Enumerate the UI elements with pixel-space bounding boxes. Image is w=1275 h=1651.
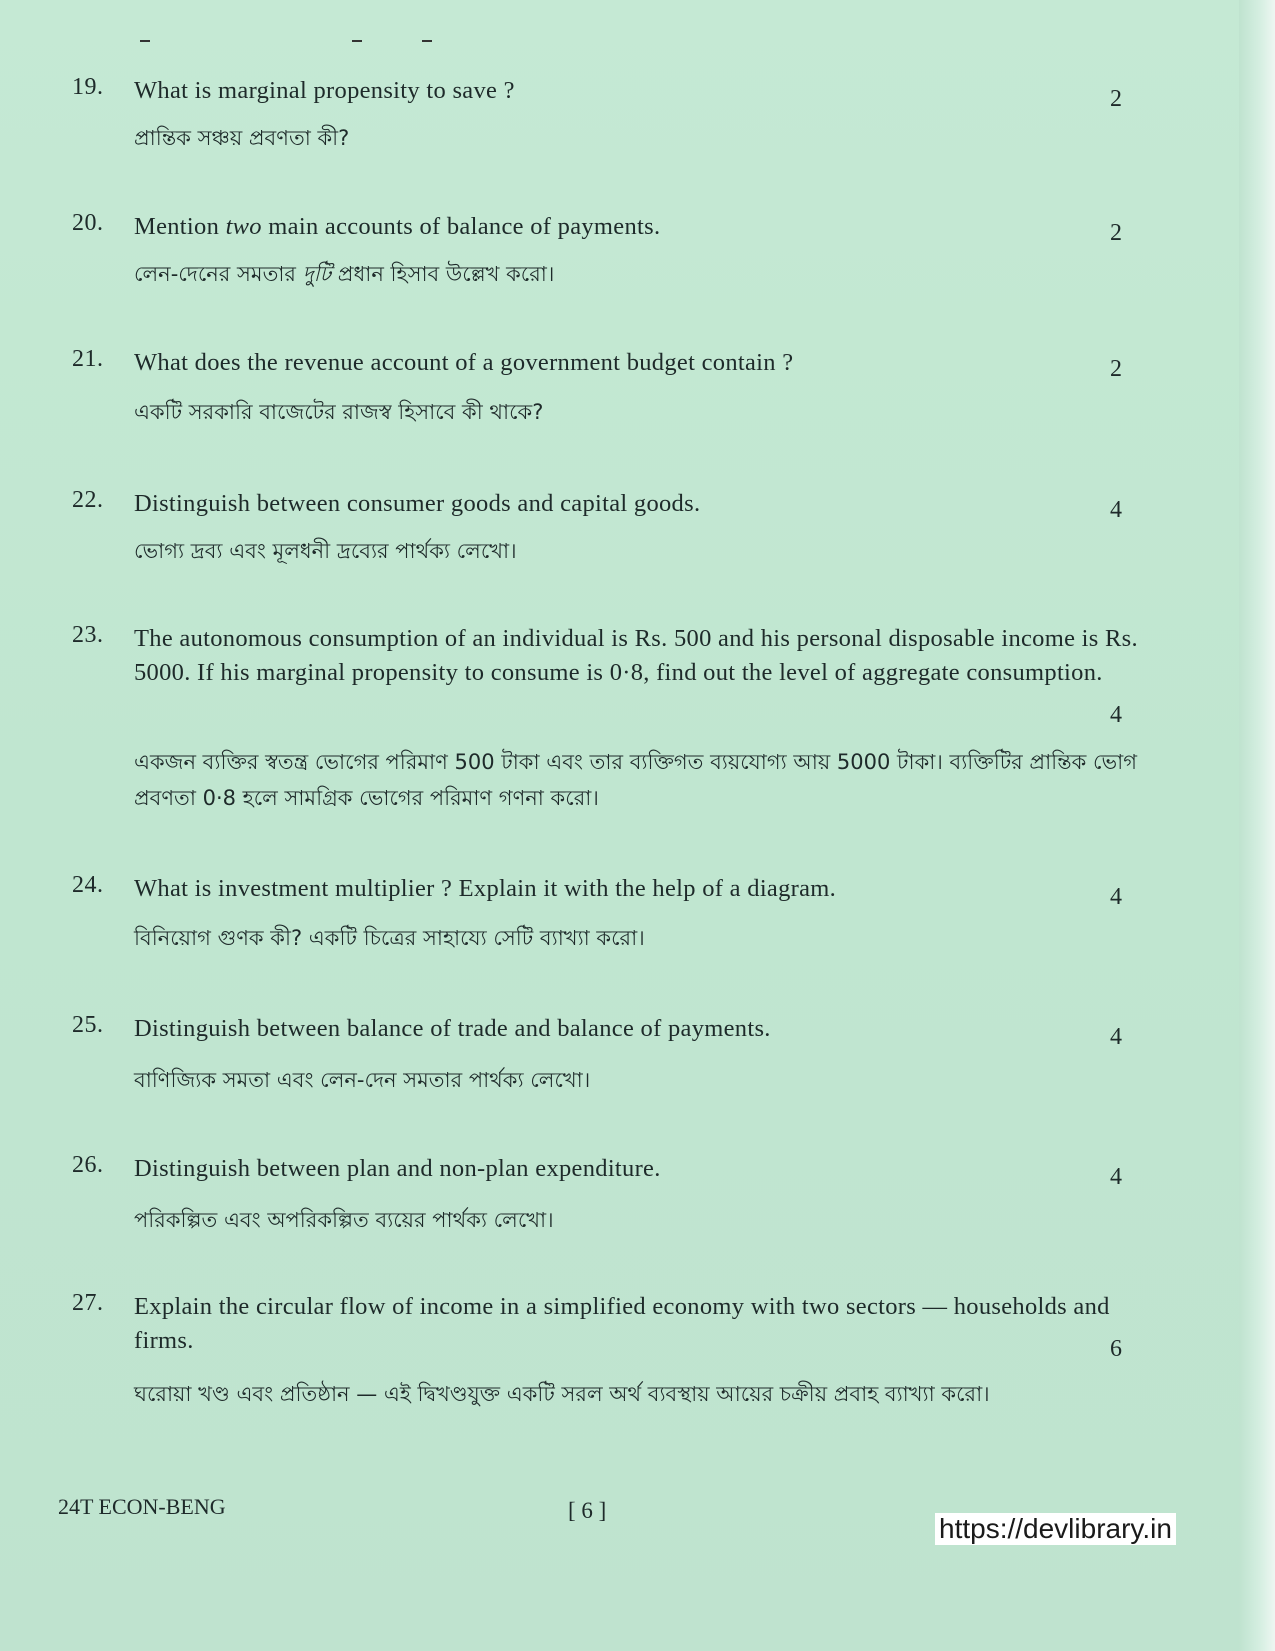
- question-number: 20.: [72, 210, 104, 236]
- question-text-english: What does the revenue account of a government budget contain ?: [134, 349, 794, 376]
- question-number: 19.: [72, 74, 104, 100]
- question-text-english: Distinguish between plan and non-plan expenditure.: [134, 1155, 661, 1182]
- question-marks: 4: [1110, 1164, 1122, 1190]
- question-marks: 2: [1110, 86, 1122, 112]
- question-number: 26.: [72, 1152, 104, 1178]
- emphasis-two-bn: দুটি: [302, 262, 332, 286]
- question-text-english: Mention two main accounts of balance of payments.: [134, 213, 661, 240]
- emphasis-two: two: [225, 213, 262, 240]
- question-text-bengali: ভোগ্য দ্রব্য এবং মূলধনী দ্রব্যের পার্থক্য লেখো।: [134, 539, 517, 563]
- question-text-english: The autonomous consumption of an individual is Rs. 500 and his personal disposable income is Rs. 5000. If his marginal propensity to consume is 0·8, find out the level of aggregate consumption.: [134, 625, 1138, 686]
- question-marks: 4: [1110, 497, 1122, 523]
- question-text-english: What is investment multiplier ? Explain it with the help of a diagram.: [134, 875, 837, 902]
- question-text-bengali: বিনিয়োগ গুণক কী? একটি চিত্রের সাহায্যে সেটি ব্যাখ্যা করো।: [134, 926, 645, 950]
- question-number: 23.: [72, 622, 104, 648]
- question-text-english: Distinguish between balance of trade and balance of payments.: [134, 1015, 771, 1042]
- question-number: 27.: [72, 1290, 104, 1316]
- question-number: 25.: [72, 1012, 104, 1038]
- question-marks: 4: [1110, 1024, 1122, 1050]
- top-marks: [140, 40, 460, 50]
- question-text-english: Distinguish between consumer goods and capital goods.: [134, 490, 701, 517]
- question-marks: 4: [1110, 702, 1122, 728]
- question-marks: 6: [1110, 1336, 1122, 1362]
- question-text-bengali: একটি সরকারি বাজেটের রাজস্ব হিসাবে কী থাকে?: [134, 400, 544, 424]
- question-text-bengali: প্রান্তিক সঞ্চয় প্রবণতা কী?: [134, 126, 350, 150]
- question-text-english: What is marginal propensity to save ?: [134, 77, 515, 104]
- question-marks: 4: [1110, 884, 1122, 910]
- question-marks: 2: [1110, 220, 1122, 246]
- question-text-bengali: পরিকল্পিত এবং অপরিকল্পিত ব্যয়ের পার্থক্য লেখো।: [134, 1208, 554, 1232]
- question-marks: 2: [1110, 356, 1122, 382]
- paper-code: 24T ECON-BENG: [58, 1494, 226, 1519]
- page-edge: [1239, 0, 1275, 1651]
- question-number: 22.: [72, 487, 104, 513]
- page-number: [ 6 ]: [568, 1498, 607, 1523]
- question-text-bengali: একজন ব্যক্তির স্বতন্ত্র ভোগের পরিমাণ 500 টাকা এবং তার ব্যক্তিগত ব্যয়যোগ্য আয় 5000 টাকা। ব্যক্তিটির প্রান্তিক ভোগ প্রবণতা 0·8 হলে সামগ্রিক ভোগের পরিমাণ গণনা করো।: [134, 750, 1138, 810]
- question-number: 21.: [72, 346, 104, 372]
- question-text-bengali: বাণিজ্যিক সমতা এবং লেন-দেন সমতার পার্থক্য লেখো।: [134, 1068, 591, 1092]
- question-text-english: Explain the circular flow of income in a simplified economy with two sectors — households and firms.: [134, 1293, 1110, 1354]
- watermark-url[interactable]: https://devlibrary.in: [935, 1513, 1176, 1545]
- question-text-bengali: ঘরোয়া খণ্ড এবং প্রতিষ্ঠান — এই দ্বিখণ্ডযুক্ত একটি সরল অর্থ ব্যবস্থায় আয়ের চক্রীয় প্রবাহ ব্যাখ্যা করো।: [134, 1382, 990, 1406]
- question-number: 24.: [72, 872, 104, 898]
- question-text-bengali: লেন-দেনের সমতার দুটি প্রধান হিসাব উল্লেখ করো।: [134, 262, 555, 286]
